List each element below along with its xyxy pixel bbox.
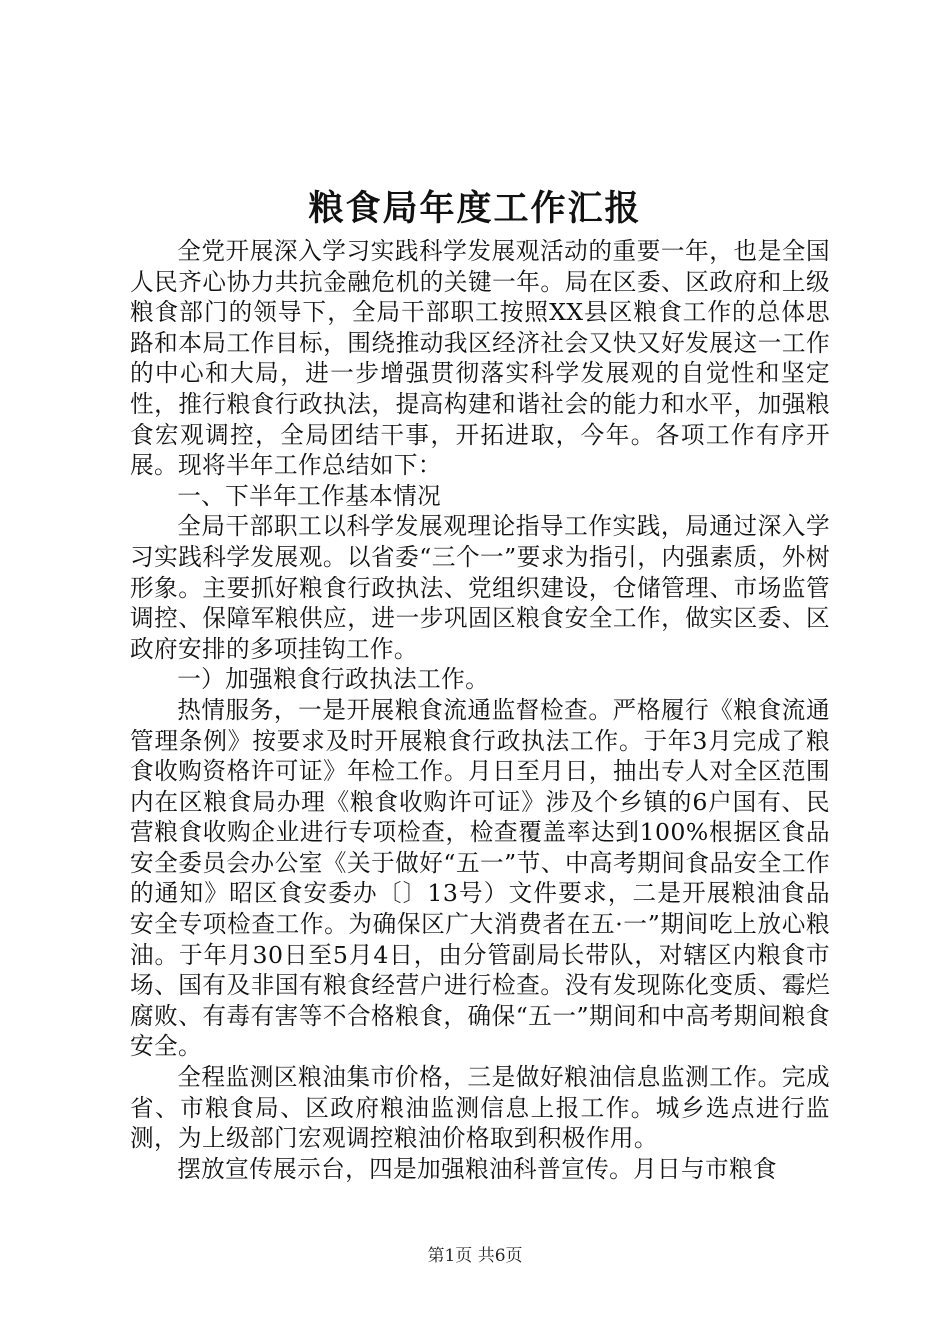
paragraph-publicity: 摆放宣传展示台，四是加强粮油科普宣传。月日与市粮食 bbox=[177, 1154, 778, 1183]
section-heading-1: 一、下半年工作基本情况 bbox=[177, 481, 442, 510]
paragraph-monitoring: 全程监测区粮油集市价格，三是做好粮油信息监测工作。完成省、市粮食局、区政府粮油监测信息上报工作。城乡选点进行监测，为上级部门宏观调控粮油价格取到积极作用。 bbox=[130, 1063, 830, 1153]
subsection-heading-1: 一）加强粮食行政执法工作。 bbox=[177, 665, 490, 694]
paragraph-overview: 全局干部职工以科学发展观理论指导工作实践，局通过深入学习实践科学发展观。以省委“三个一”要求为指引，内强素质，外树形象。主要抓好粮食行政执法、党组织建设，仓储管理、市场监管调控、保障军粮供应，进一步巩固区粮食安全工作，做实区委、区政府安排的多项挂钩工作。 bbox=[130, 512, 830, 663]
page-number-footer: 第1页 共6页 bbox=[427, 1246, 523, 1266]
document-title: 粮食局年度工作汇报 bbox=[308, 188, 642, 229]
paragraph-enforcement: 热情服务，一是开展粮食流通监督检查。严格履行《粮食流通管理条例》按要求及时开展粮食行政执法工作。于年3月完成了粮食收购资格许可证》年检工作。月日至月日，抽出专人对全区范围内在区粮食局办理《粮食收购许可证》涉及个乡镇的6户国有、民营粮食收购企业进行专项检查，检查覆盖率达到100%根据区食品安全委员会办公室《关于做好“五一”节、中高考期间食品安全工作的通知》昭区食安委办〔〕13号）文件要求，二是开展粮油食品安全专项检查工作。为确保区广大消费者在五·一”期间吃上放心粮油。于年月30日至5月4日，由分管副局长带队，对辖区内粮食市场、国有及非国有粮食经营户进行检查。没有发现陈化变质、霉烂腐败、有毒有害等不合格粮食，确保“五一”期间和中高考期间粮食安全。 bbox=[130, 695, 830, 1061]
paragraph-intro: 全党开展深入学习实践科学发展观活动的重要一年，也是全国人民齐心协力共抗金融危机的关键一年。局在区委、区政府和上级粮食部门的领导下，全局干部职工按照XX县区粮食工作的总体思路和本局工作目标，围绕推动我区经济社会又快又好发展这一工作的中心和大局，进一步增强贯彻落实科学发展观的自觉性和坚定性，推行粮食行政执法，提高构建和谐社会的能力和水平，加强粮食宏观调控，全局团结干事，开拓进取，今年。各项工作有序开展。现将半年工作总结如下： bbox=[130, 237, 830, 480]
document-body bbox=[130, 236, 830, 1184]
